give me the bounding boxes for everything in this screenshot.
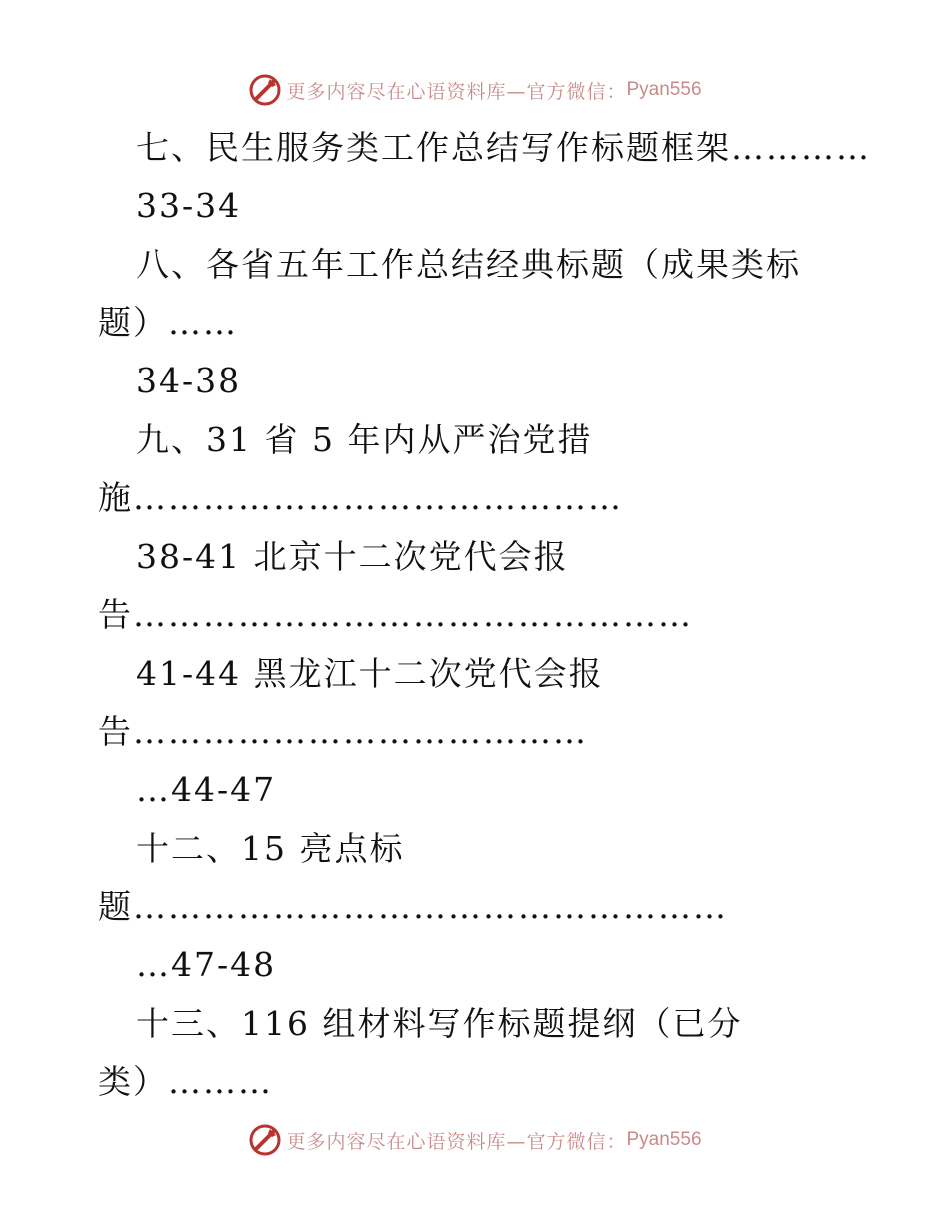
toc-line: 十三、116 组材料写作标题提纲（已分 [136,1004,743,1043]
toc-line: 告………………………………………… [98,595,693,634]
toc-line: …44-47 [136,770,277,809]
toc-line: 41-44 黑龙江十二次党代会报 [136,654,604,693]
pen-logo-icon [248,73,282,107]
toc-line: 类）……… [98,1062,273,1101]
toc-line: 34-38 [136,361,242,400]
watermark-id: Pyan556 [626,79,702,100]
pen-logo-icon [248,1123,282,1157]
toc-line: 33-34 [136,186,242,225]
watermark-text: 更多内容尽在心语资料库—官方微信： [286,80,627,103]
toc-line: 38-41 北京十二次党代会报 [136,537,569,576]
watermark-id: Pyan556 [626,1129,702,1150]
toc-line: 题）…… [98,303,238,342]
toc-line: 九、31 省 5 年内从严治党措 [136,420,593,459]
toc-line: 题…………………………………………… [98,887,728,926]
toc-line: …47-48 [136,945,277,984]
toc-line: 告………………………………… [98,712,588,751]
header-watermark [0,70,950,110]
toc-line: 十二、15 亮点标 [136,829,405,868]
toc-line: 施…………………………………… [98,478,623,517]
footer-watermark [0,1120,950,1160]
watermark-text: 更多内容尽在心语资料库—官方微信： [286,1130,627,1153]
toc-line: 八、各省五年工作总结经典标题（成果类标 [136,245,801,284]
toc-line: 七、民生服务类工作总结写作标题框架………… [136,128,871,167]
